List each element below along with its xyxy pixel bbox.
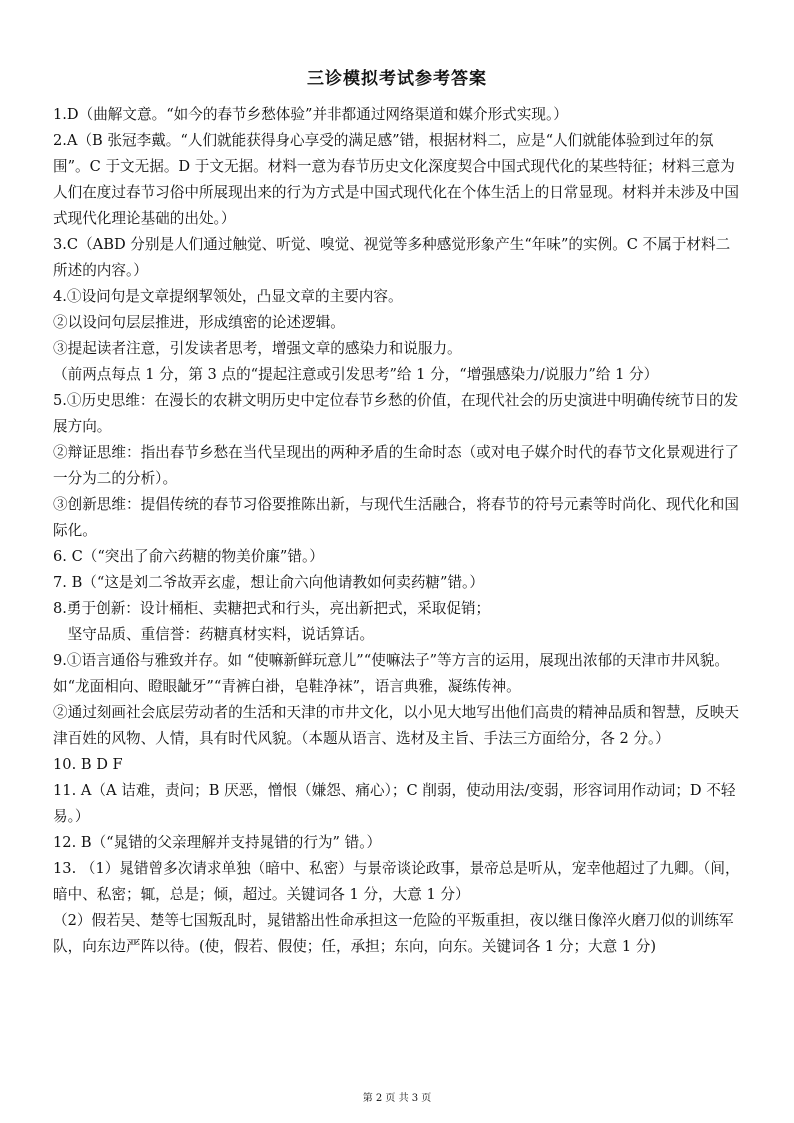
answer-line: 13. （1）晁错曾多次请求单独（暗中、私密）与景帝谈论政事，景帝总是听从，宠幸他超过了九卿。（间，暗中、私密；辄，总是；倾，超过。关键词各 1 分，大意 1 分） <box>53 860 740 903</box>
answer-line: ②以设问句层层推进，形成缜密的论述逻辑。 <box>53 314 345 331</box>
answer-line: （前两点每点 1 分，第 3 点的“提起注意或引发思考”给 1 分，“增强感染力/说服力”给 1 分） <box>53 366 659 383</box>
answer-line: 9.①语言通俗与雅致并存。如 “使嘛新鲜玩意儿”“使嘛法子”等方言的运用，展现出浓郁的天津市井风貌。如“龙面相向、瞪眼龇牙”“青裤白褂，皂鞋净袜”，语言典雅，凝练传神。 <box>53 652 729 695</box>
answer-line: 8.勇于创新：设计桶柜、卖糖把式和行头，亮出新把式，采取促销； <box>53 600 491 617</box>
answer-body <box>53 102 743 960</box>
answer-line: 6. C（“突出了俞六药糖的物美价廉”错。） <box>53 548 324 565</box>
answer-line: 4.①设问句是文章提纲挈领处，凸显文章的主要内容。 <box>53 288 403 305</box>
answer-line: 坚守品质、重信誉：药糖真材实料，说话算话。 <box>53 626 375 643</box>
answer-line: 10. B D F <box>53 756 123 773</box>
answer-line: 2.A（B 张冠李戴。“人们就能获得身心享受的满足感”错，根据材料二，应是“人们就能体验到过年的氛围”。C 于文无据。D 于文无据。材料一意为春节历史文化深度契合中国式现代化的某些特征；材料三意为人们在度过春节习俗中所展现出来的行为方式是中国式现代化在个体生活上的日常显现。材料并未涉及中国式现代化理论基础的出处。） <box>53 132 739 227</box>
answer-line: 3.C（ABD 分别是人们通过触觉、听觉、嗅觉、视觉等多种感觉形象产生“年味”的实例。C 不属于材料二所述的内容。） <box>53 236 731 279</box>
page-number: 第 2 页 共 3 页 <box>362 1093 432 1104</box>
answer-line: ②辩证思维：指出春节乡愁在当代呈现出的两种矛盾的生命时态（或对电子媒介时代的春节文化景观进行了一分为二的分析）。 <box>53 444 739 487</box>
answer-line: ②通过刻画社会底层劳动者的生活和天津的市井文化，以小见大地写出他们高贵的精神品质和智慧，反映天津百姓的风物、人情，具有时代风貌。（本题从语言、选材及主旨、手法三方面给分，各 2 分。） <box>53 704 739 747</box>
answer-line: ③创新思维：提倡传统的春节习俗要推陈出新，与现代生活融合，将春节的符号元素等时尚化、现代化和国际化。 <box>53 496 739 539</box>
answer-line: ③提起读者注意，引发读者思考，增强文章的感染力和说服力。 <box>53 340 462 357</box>
answer-line: 5.①历史思维：在漫长的农耕文明历史中定位春节乡愁的价值，在现代社会的历史演进中明确传统节日的发展方向。 <box>53 392 739 435</box>
answer-line: （2）假若吴、楚等七国叛乱时，晁错豁出性命承担这一危险的平叛重担，夜以继日像淬火磨刀似的训练军队，向东边严阵以待。(使，假若、假使；任，承担；东向，向东。关键词各 1 分；大意 1 分) <box>53 912 734 955</box>
answer-line: 11. A（A 诘难，责问；B 厌恶，憎恨（嫌怨、痛心）；C 削弱，使动用法/变弱，形容词用作动词；D 不轻易。） <box>53 782 736 825</box>
answer-line: 7. B（“这是刘二爷故弄玄虚，想让俞六向他请教如何卖药糖”错。） <box>53 574 484 591</box>
answer-line: 1.D（曲解文意。“如今的春节乡愁体验”并非都通过网络渠道和媒介形式实现。） <box>53 106 568 123</box>
answer-line: 12. B（“晁错的父亲理解并支持晁错的行为” 错。） <box>53 834 382 851</box>
page-title: 三诊模拟考试参考答案 <box>307 69 487 89</box>
